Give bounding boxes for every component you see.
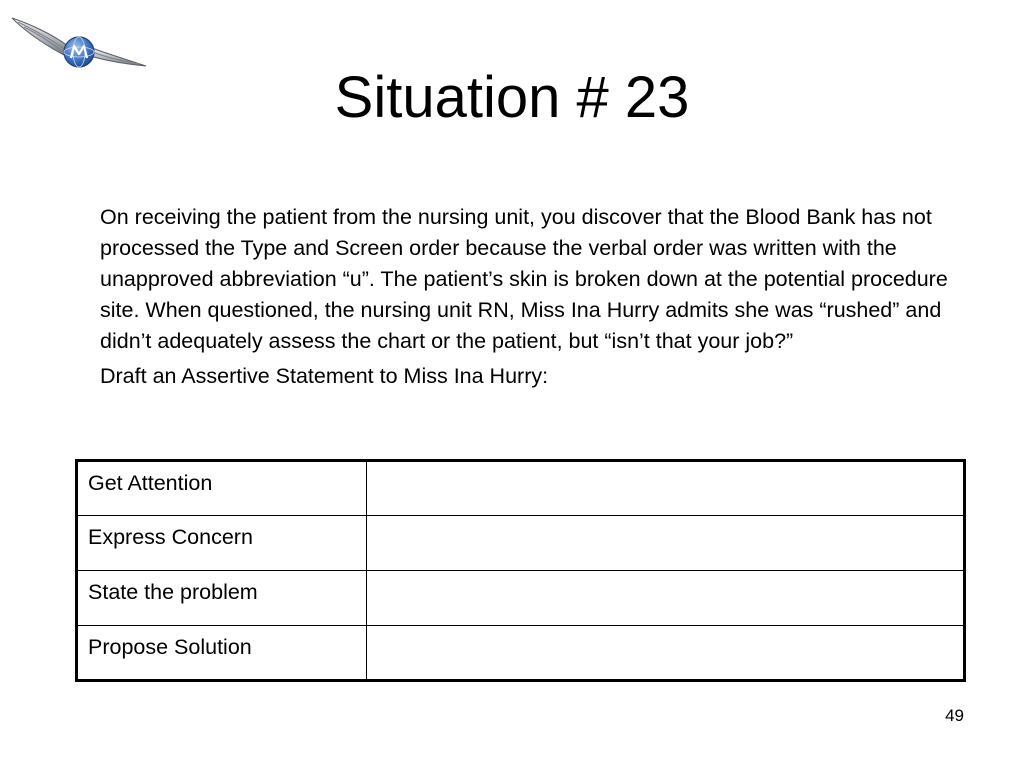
slide-title: Situation # 23	[334, 65, 690, 130]
assertive-statement-table	[75, 459, 966, 682]
scenario-paragraph: On receiving the patient from the nursing unit, you discover that the Blood Bank has not processed the Type and Screen order because the verbal order was written with the unapproved abbreviation “u”. The patient’s skin is broken down at the potential procedure site. When questioned, the nursing unit RN, Miss Ina Hurry admits she was “rushed” and didn’t adequately assess the chart or the patient, but “isn’t that your job?”	[100, 205, 948, 353]
table-row	[77, 461, 965, 516]
row-response-cell	[367, 571, 965, 626]
row-response-cell	[367, 461, 965, 516]
page-number: 49	[945, 706, 964, 725]
row-label: Propose Solution	[77, 626, 367, 681]
row-response-cell	[367, 516, 965, 571]
row-label: State the problem	[77, 571, 367, 626]
prompt-paragraph: Draft an Assertive Statement to Miss Ina Hurry:	[100, 364, 549, 388]
row-response-cell	[367, 626, 965, 681]
row-label: Get Attention	[77, 461, 367, 516]
table-row	[77, 571, 965, 626]
table-row	[77, 626, 965, 681]
table-row	[77, 516, 965, 571]
scenario-text-block	[100, 202, 980, 392]
row-label: Express Concern	[77, 516, 367, 571]
